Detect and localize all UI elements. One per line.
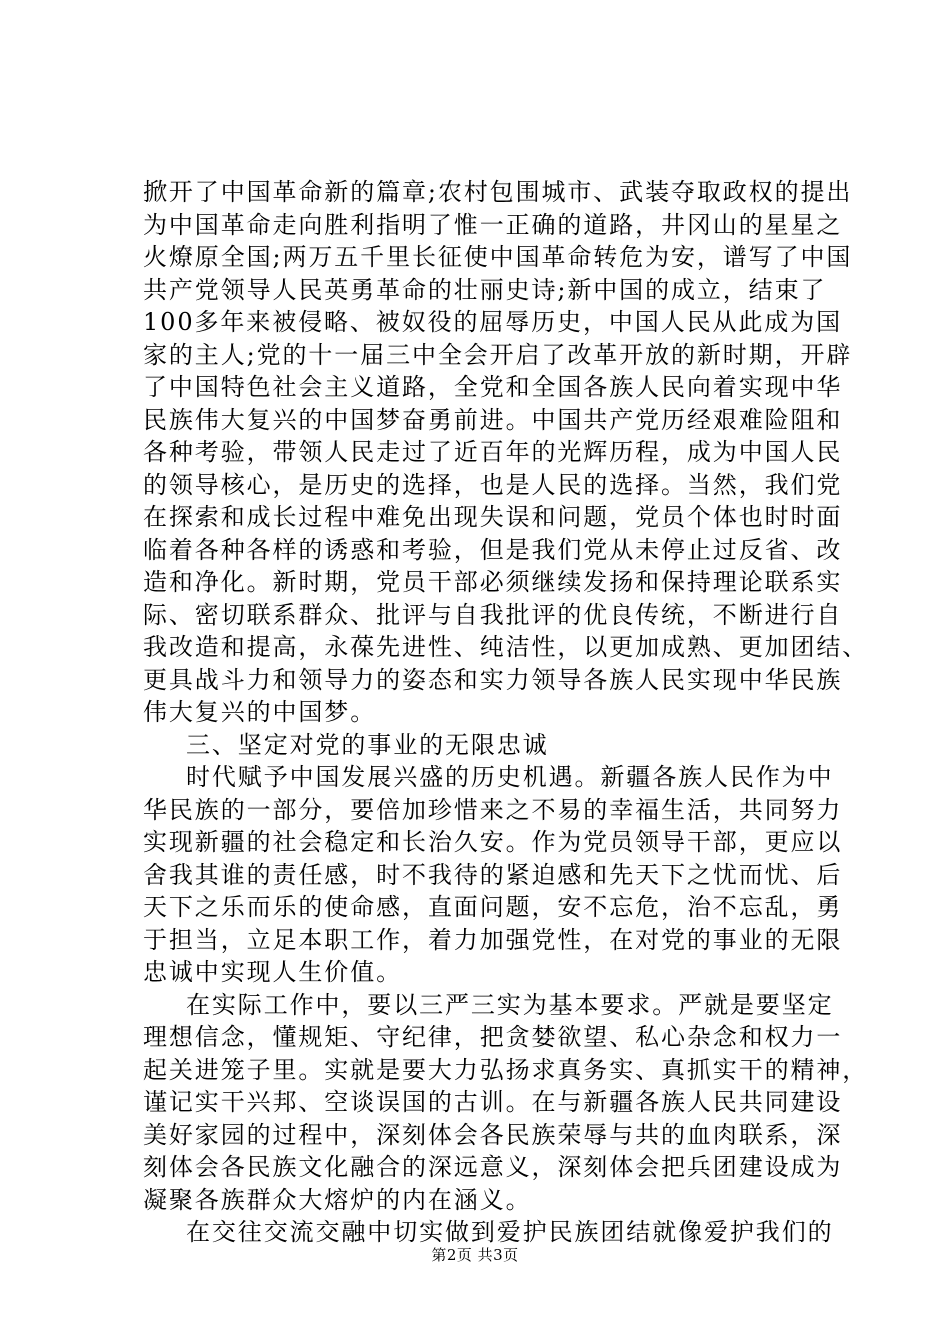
text-line: 在实际工作中，要以三严三实为基本要求。严就是要坚定	[186, 990, 834, 1019]
text-line: 的领导核心，是历史的选择，也是人民的选择。当然，我们党	[143, 470, 843, 499]
text-line: 谨记实干兴邦、空谈误国的古训。在与新疆各族人民共同建设	[143, 1088, 843, 1116]
section-heading: 三、坚定对党的事业的无限忠诚	[186, 730, 549, 759]
body-text	[143, 176, 869, 1249]
text-line: 实现新疆的社会稳定和长治久安。作为党员领导干部，更应以	[143, 828, 843, 856]
text-line: 际、密切联系群众、批评与自我批评的优良传统，不断进行自	[143, 600, 843, 629]
text-line: 在交往交流交融中切实做到爱护民族团结就像爱护我们的	[186, 1218, 834, 1246]
text-line: 理想信念，懂规矩、守纪律，把贪婪欲望、私心杂念和权力一	[143, 1023, 843, 1051]
text-line: 共产党领导人民英勇革命的壮丽史诗;新中国的成立，结束了	[143, 275, 827, 304]
text-line: 了中国特色社会主义道路，全党和全国各族人民向着实现中华	[143, 373, 843, 401]
text-line: 100多年来被侵略、被奴役的屈辱历史，中国人民从此成为国	[143, 308, 843, 336]
text-line: 家的主人;党的十一届三中全会开启了改革开放的新时期，开辟	[143, 340, 853, 369]
text-line: 掀开了中国革命新的篇章;农村包围城市、武装夺取政权的提出	[143, 178, 853, 206]
text-line: 伟大复兴的中国梦。	[143, 698, 377, 726]
text-line: 临着各种各样的诱惑和考验，但是我们党从未停止过反省、改	[143, 535, 843, 564]
text-line: 造和净化。新时期，党员干部必须继续发扬和保持理论联系实	[143, 568, 843, 596]
text-line: 于担当，立足本职工作，着力加强党性，在对党的事业的无限	[143, 925, 843, 954]
text-line: 刻体会各民族文化融合的深远意义，深刻体会把兵团建设成为	[143, 1153, 843, 1181]
text-line: 我改造和提高，永葆先进性、纯洁性，以更加成熟、更加团结、	[143, 633, 869, 661]
text-line: 为中国革命走向胜利指明了惟一正确的道路，井冈山的星星之	[143, 210, 843, 239]
text-line: 舍我其谁的责任感，时不我待的紧迫感和先天下之忧而忧、后	[143, 860, 843, 889]
text-line: 凝聚各族群众大熔炉的内在涵义。	[143, 1185, 532, 1214]
page-footer: 第2页 共3页	[431, 1246, 519, 1264]
text-line: 忠诚中实现人生价值。	[143, 958, 402, 986]
text-line: 更具战斗力和领导力的姿态和实力领导各族人民实现中华民族	[143, 665, 843, 694]
text-line: 在探索和成长过程中难免出现失误和问题，党员个体也时时面	[143, 503, 843, 531]
text-line: 各种考验，带领人民走过了近百年的光辉历程，成为中国人民	[143, 438, 843, 466]
text-line: 民族伟大复兴的中国梦奋勇前进。中国共产党历经艰难险阻和	[143, 405, 843, 434]
text-line: 火燎原全国;两万五千里长征使中国革命转危为安，谱写了中国	[143, 243, 853, 271]
text-line: 华民族的一部分，要倍加珍惜来之不易的幸福生活，共同努力	[143, 795, 843, 824]
text-line: 美好家园的过程中，深刻体会各民族荣辱与共的血肉联系，深	[143, 1120, 843, 1149]
text-line: 时代赋予中国发展兴盛的历史机遇。新疆各族人民作为中	[186, 763, 834, 791]
text-line: 起关进笼子里。实就是要大力弘扬求真务实、真抓实干的精神，	[143, 1055, 869, 1084]
text-line: 天下之乐而乐的使命感，直面问题，安不忘危，治不忘乱，勇	[143, 893, 843, 921]
